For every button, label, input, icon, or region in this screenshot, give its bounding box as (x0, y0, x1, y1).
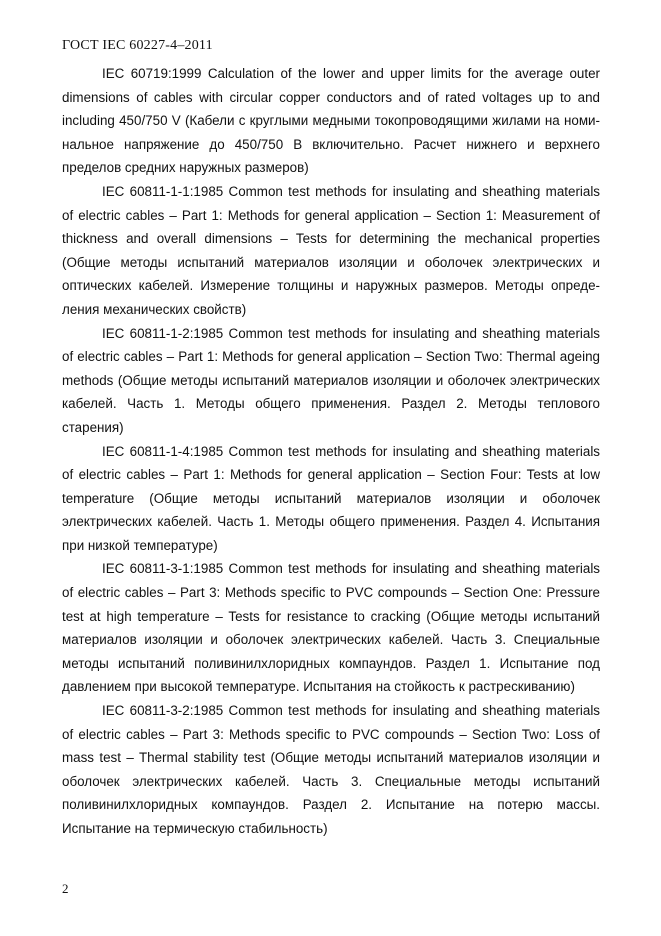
text-line: IEC 60811-1-4:1985 Common test methods for insulating and sheathing materials (102, 443, 600, 459)
reference-paragraph-iec-60811-1-4 (62, 440, 600, 558)
text-line: test at high temperature – Tests for resistance to cracking (Общие методы испытаний (62, 608, 600, 624)
text-line: of electric cables – Part 1: Methods for general application – Section Two: Thermal ageing (62, 349, 600, 365)
text-line: Испытание на термическую стабильность) (62, 821, 328, 836)
reference-paragraph-iec-60811-3-1 (62, 557, 600, 699)
reference-paragraph-iec-60811-3-2 (62, 699, 600, 841)
text-line: mass test – Thermal stability test (Общие методы испытаний материалов изоляции и (62, 750, 600, 766)
text-line: dimensions of cables with circular copper conductors and of rated voltages up to and (62, 89, 600, 105)
text-line: методы испытаний поливинилхлоридных компаундов. Раздел 1. Испытание под (62, 655, 600, 671)
text-line: оболочек электрических кабелей. Часть 3. Специальные методы испытаний (62, 773, 600, 789)
text-line: of electric cables – Part 3: Methods specific to PVC compounds – Section One: Pressure (62, 585, 600, 601)
text-line: кабелей. Часть 1. Методы общего применения. Раздел 2. Методы теплового (62, 396, 600, 412)
page-number: 2 (62, 881, 69, 896)
document-header: ГОСТ IEC 60227-4–2011 (62, 38, 213, 53)
text-line: IEC 60719:1999 Calculation of the lower and upper limits for the average outer (102, 66, 600, 81)
text-line: оптических кабелей. Измерение толщины и наружных размеров. Методы опреде- (62, 278, 600, 294)
text-line: материалов изоляции и оболочек электрических кабелей. Часть 3. Специальные (62, 632, 600, 648)
reference-paragraph-iec-60811-1-1 (62, 180, 600, 322)
text-line: электрических кабелей. Часть 1. Методы общего применения. Раздел 4. Испытания (62, 514, 600, 530)
text-line: поливинилхлоридных компаундов. Раздел 2. Испытание на потерю массы. (62, 797, 600, 813)
text-line: давлением при высокой температуре. Испытания на стойкость к растрескиванию) (62, 679, 575, 695)
text-line: of electric cables – Part 1: Methods for general application – Section 1: Measurement of (62, 207, 600, 223)
text-line: ления механических свойств) (62, 301, 247, 317)
text-line: IEC 60811-1-2:1985 Common test methods for insulating and sheathing materials (102, 325, 600, 341)
text-line: of electric cables – Part 1: Methods for general application – Section Four: Tests at low (62, 467, 600, 483)
text-line: temperature (Общие методы испытаний материалов изоляции и оболочек (62, 490, 600, 506)
reference-paragraph-iec-60719 (62, 62, 600, 180)
text-line: including 450/750 V (Кабели с круглыми медными токопроводящими жилами на номи- (62, 113, 600, 129)
reference-paragraph-iec-60811-1-2 (62, 322, 600, 440)
text-line: старения) (62, 419, 124, 435)
text-line: methods (Общие методы испытаний материалов изоляции и оболочек электрических (62, 372, 600, 388)
reference-list (62, 62, 600, 841)
text-line: thickness and overall dimensions – Tests for determining the mechanical properties (62, 231, 600, 247)
text-line: IEC 60811-1-1:1985 Common test methods for insulating and sheathing materials (102, 183, 600, 199)
text-line: при низкой температуре) (62, 537, 218, 553)
text-line: IEC 60811-3-1:1985 Common test methods for insulating and sheathing materials (102, 561, 600, 577)
text-line: of electric cables – Part 3: Methods specific to PVC compounds – Section Two: Loss of (62, 726, 600, 742)
text-line: пределов средних наружных размеров) (62, 160, 309, 176)
text-line: (Общие методы испытаний материалов изоляции и оболочек электрических и (62, 254, 600, 270)
text-line: IEC 60811-3-2:1985 Common test methods for insulating and sheathing materials (102, 703, 600, 719)
text-line: нальное напряжение до 450/750 В включительно. Расчет нижнего и верхнего (62, 136, 600, 152)
